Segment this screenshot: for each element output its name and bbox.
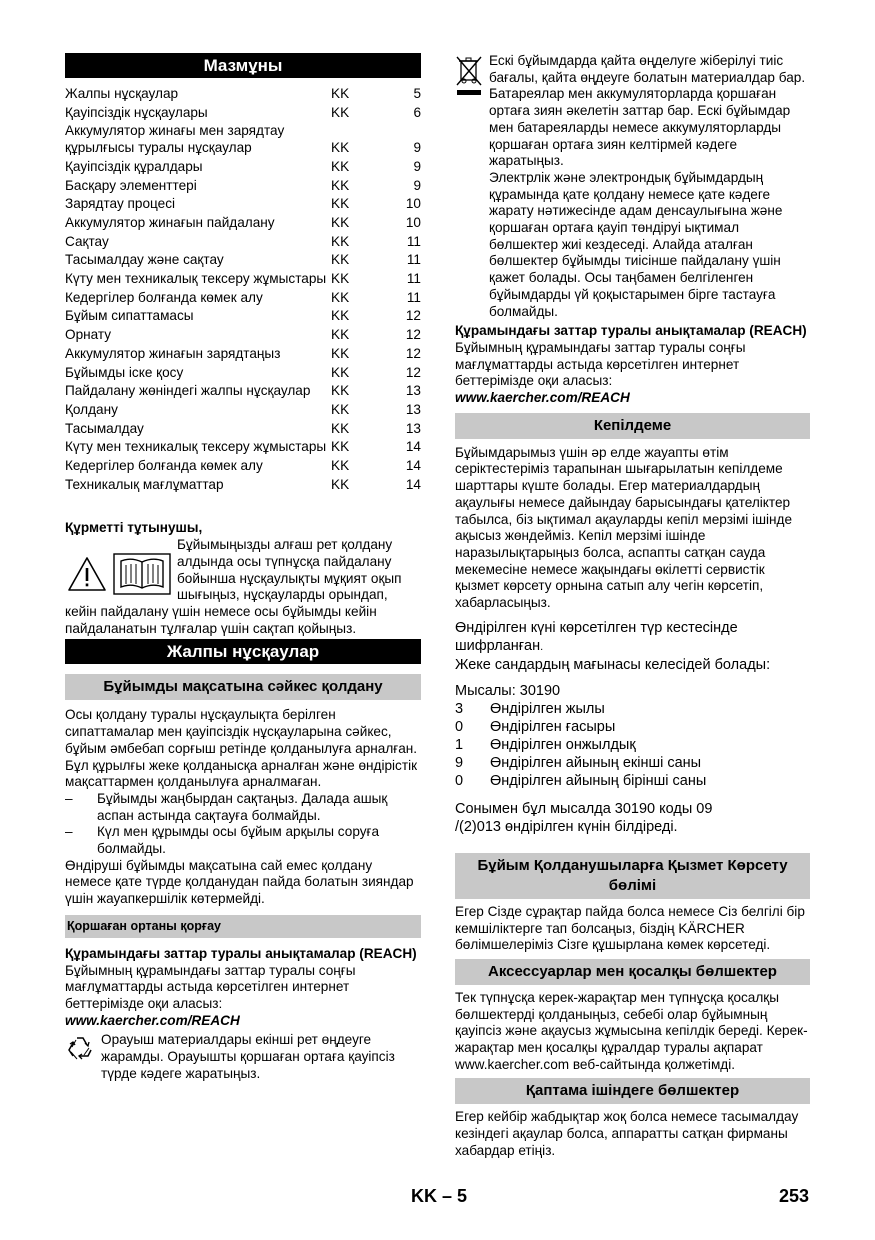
toc-row[interactable]: Пайдалану жөніндегі жалпы нұсқаулар KK 13 xyxy=(65,383,421,399)
greeting-block xyxy=(65,537,421,604)
toc-row[interactable]: Кедергілер болғанда көмек алу KK 14 xyxy=(65,458,421,474)
toc-row[interactable]: Кедергілер болғанда көмек алу KK 11 xyxy=(65,289,421,305)
date-code-line1: Өндірілген күні көрсетілген түр кестесінде шифрланған. xyxy=(455,619,738,654)
env-heading: Қоршаған ортаны қорғау xyxy=(65,915,421,938)
toc-row[interactable]: Жалпы нұсқаулар KK 5 xyxy=(65,86,421,101)
toc-row[interactable]: Аккумулятор жинағы мен зарядтау құрылғысы туралы нұсқаулар KK 9 xyxy=(65,123,421,156)
weee-block xyxy=(455,53,810,170)
digit-row: 0 Өндірілген айының бірінші саны xyxy=(455,772,707,789)
greeting-text-beside: Бұйымыңызды алғаш рет қолдану алдында осы түпнұсқа пайдалану бойынша нұсқаулықты мұқият оқып шығыңыз, нұсқауларды орындап, xyxy=(177,537,402,603)
intended-use-heading: Бұйымды мақсатына сәйкес қолдану xyxy=(65,674,421,700)
toc-row[interactable]: Қауіпсіздік нұсқаулары KK 6 xyxy=(65,104,421,120)
package-text: Егер кейбір жабдықтар жоқ болса немесе тасымалдау кезіндегі ақаулар болса, аппаратты сатқан фирманы хабардар етіңіз. xyxy=(455,1109,799,1158)
toc-row[interactable]: Зарядтау процесі KK 10 xyxy=(65,196,421,212)
footer-section: KK – 5 xyxy=(411,1186,468,1206)
intended-use-p1: Осы қолдану туралы нұсқаулықта берілген сипаттамалар мен қауіпсіздік нұсқауларына сәйкес, бұйым әмбебап сорғыш ретінде қолданылуға арналған. xyxy=(65,707,418,756)
weee-text2: Электрлік және электрондық бұйымдардың құрамында қате қолдану немесе қате кәдеге жарату нәтижесінде адам денсаулығына және қоршаған ортаға қауіп төндіруі ықтимал бөлшектер жиі кездеседі. Алайда аталған бөлшектер бұйымды тиісінше пайдалану үшін қажет болады. Осы таңбамен белгіленген бұйымдарды үй қоқыстарымен бірге тастауға болмайды. xyxy=(489,169,783,319)
digit-row: 3 Өндірілген жылы xyxy=(455,700,605,717)
digit-row: 9 Өндірілген айының екінші саны xyxy=(455,754,702,771)
reach-url[interactable]: www.kaercher.com/REACH xyxy=(455,390,630,406)
toc-row[interactable]: Орнату KK 12 xyxy=(65,327,421,343)
warranty-heading: Кепілдеме xyxy=(455,413,810,439)
toc-row[interactable]: Тасымалдау және сақтау KK 11 xyxy=(65,252,421,268)
list-item: – Күл мен құрымды осы бұйым арқылы соруға болмайды. xyxy=(65,824,380,857)
accessories-text: Тек түпнұсқа керек-жарақтар мен түпнұсқа қосалқы бөлшектерді қолданыңыз, себебі олар бұйымның қауіпсіз және ақаусыз жұмысына кепілдік береді. Керек-жарақтар мен қосалқы құралдар туралы ақпарат www.kaercher.com веб-сайтында қолжетімді. xyxy=(455,989,808,1072)
weee-text: Ескі бұйымдарда қайта өңделуге жіберілуі тиіс бағалы, қайта өңдеуге болатын материалдар бар. Батареялар мен аккумуляторларда қоршаған ортаға зиян әкелетін заттар бар. Ескі бұйымдар мен батареяларды немесе аккумуляторларды қоршаған ортаға зиян келтірмей кәдеге жаратыңыз. xyxy=(489,53,806,169)
weee-icon-wrap xyxy=(455,53,489,170)
example-label: Мысалы: 30190 xyxy=(455,682,561,699)
digit-row: 1 Өндірілген онжылдық xyxy=(455,736,636,753)
manual-book-icon xyxy=(113,553,171,595)
digit-row: 0 Өндірілген ғасыры xyxy=(455,718,616,735)
intended-use-p2: Бұл құрылғы жеке қолданысқа арналған және өндірістік мақсаттармен қолданылуға арналмаған. xyxy=(65,757,418,790)
greeting-text: кейін пайдалану үшін немесе осы бұйымды кейін пайдаланатын тұлғалар үшін сақтап қойыңыз. xyxy=(65,603,377,636)
footer-page-number: 253 xyxy=(779,1186,810,1206)
toc-row[interactable]: Күту мен техникалық тексеру жұмыстары KK 14 xyxy=(65,439,421,455)
list-item: – Бұйымды жаңбырдан сақтаңыз. Далада ашық аспан астында сақтауға болмайды. xyxy=(65,790,388,823)
service-text: Егер Сізде сұрақтар пайда болса немесе Сіз белгілі бір кемшіліктерге тап болсаңыз, біздің KÄRCHER бөлімшелеріміз Сізге құшырлана көмек көрсетеді. xyxy=(455,903,805,953)
toc-row[interactable]: Тасымалдау KK 13 xyxy=(65,420,421,436)
toc-row[interactable]: Қолдану KK 13 xyxy=(65,401,421,417)
toc-row[interactable]: Аккумулятор жинағын пайдалану KK 10 xyxy=(65,214,421,230)
package-heading: Қаптама ішіндеге бөлшектер xyxy=(455,1078,810,1104)
service-heading: Бұйым Қолданушыларға Қызмет Көрсету бөлімі xyxy=(455,853,810,899)
greeting-icons xyxy=(65,537,177,604)
warranty-text: Бұйымдарымыз үшін әр елде жауапты өтім серіктестеріміз тарапынан шығарылатын кепілдеме шарттары күште болады. Егер материалдардың ақаулығы немесе дайындау барысындағы қателіктер табылса, біз ықтимал ақауларды кепіл мерзімі ішінде ақысыз жөндейміз. Кепіл мерзімі ішінде наразылықтарыңыз болса, аспапты сатқан сауда мекемесіне немесе жақындағы өкілетті сервистік қызмет көрсету орнына сатып алу чегін көрсетіп, хабарласыңыз. xyxy=(455,444,793,611)
toc-row[interactable]: Бұйым сипаттамасы KK 12 xyxy=(65,308,421,324)
reach-text: Бұйымның құрамындағы заттар туралы соңғы мағлұматтарды астыда көрсетілген интернет беттерімізде оқи аласыз: xyxy=(455,339,746,389)
toc-row[interactable]: Қауіпсіздік құралдары KK 9 xyxy=(65,158,421,174)
recycle-icon xyxy=(65,1034,95,1064)
toc-row[interactable]: Сақтау KK 11 xyxy=(65,233,421,249)
recycle-icon-wrap xyxy=(65,1032,101,1082)
env-reach-heading: Құрамындағы заттар туралы анықтамалар (REACH) xyxy=(65,945,417,961)
env-reach-text: Бұйымның құрамындағы заттар туралы соңғы мағлұматтарды астыда көрсетілген интернет беттерімізде оқи аласыз: xyxy=(65,962,356,1011)
greeting-heading: Құрметті тұтынушы, xyxy=(65,520,203,536)
toc-row[interactable]: Күту мен техникалық тексеру жұмыстары KK 11 xyxy=(65,271,421,287)
table-of-contents xyxy=(65,86,421,493)
recycle-text: Орауыш материалдары екінші рет өңдеуге жарамды. Орауышты қоршаған ортаға қауіпсіз түрде кәдеге жаратыңыз. xyxy=(101,1032,395,1081)
accessories-heading: Аксессуарлар мен қосалқы бөлшектер xyxy=(455,959,810,985)
crossed-bin-icon xyxy=(455,53,483,97)
right-column xyxy=(455,53,810,1160)
date-code-line2: Жеке сандардың мағынасы келесідей болады: xyxy=(455,656,771,673)
toc-row[interactable]: Басқару элементтері KK 9 xyxy=(65,177,421,193)
toc-heading: Мазмұны xyxy=(65,53,421,78)
warning-triangle-icon xyxy=(67,555,107,593)
toc-row[interactable]: Аккумулятор жинағын зарядтаңыз KK 12 xyxy=(65,345,421,361)
toc-row[interactable]: Техникалық мағлұматтар KK 14 xyxy=(65,476,421,492)
left-column xyxy=(65,53,421,1082)
intended-use-p3: Өндіруші бұйымды мақсатына сай емес қолдану немесе қате түрде қолданудан пайда болатын зияндар үшін жауапкершілік көтермейді. xyxy=(65,857,414,907)
recycle-block xyxy=(65,1032,421,1082)
example-conclusion: Сонымен бұл мысалда 30190 коды 09 /(2)013 өндірілген күнін білдіреді. xyxy=(455,800,713,835)
reach-heading: Құрамындағы заттар туралы анықтамалар (REACH) xyxy=(455,323,807,339)
env-reach-url[interactable]: www.kaercher.com/REACH xyxy=(65,1012,240,1028)
general-heading: Жалпы нұсқаулар xyxy=(65,639,421,664)
toc-row[interactable]: Бұйымды іске қосу KK 12 xyxy=(65,364,421,380)
